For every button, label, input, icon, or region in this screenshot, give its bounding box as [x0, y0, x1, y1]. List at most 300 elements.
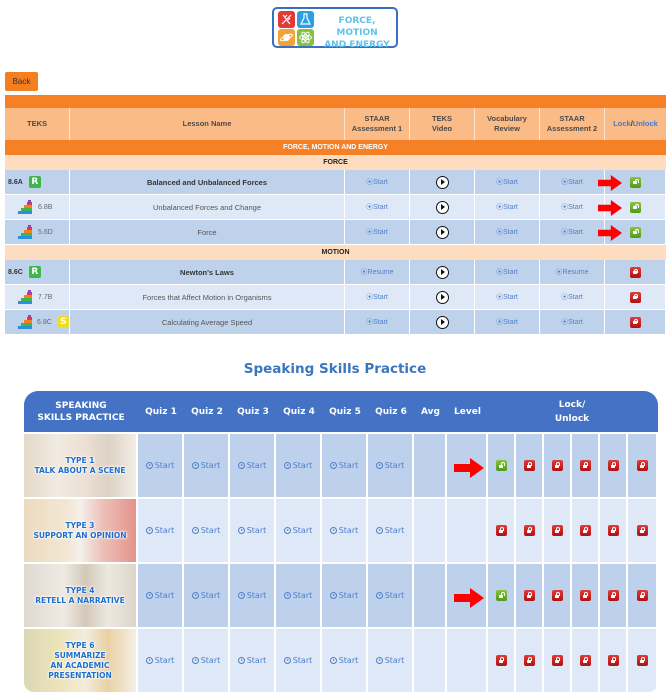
play-circle-icon: ⦿	[496, 229, 504, 236]
teks-cell	[5, 170, 70, 194]
header-text: Video	[431, 124, 453, 133]
start-label: Start	[154, 656, 175, 665]
link-label: Start	[503, 294, 518, 301]
play-circle-icon	[192, 592, 199, 599]
staar-1-start-link[interactable]	[366, 227, 388, 237]
speaking-type-cell[interactable]	[24, 499, 138, 562]
play-circle-icon	[284, 527, 291, 534]
lock-toggle-cell	[572, 499, 600, 562]
table-top-bar	[5, 95, 666, 108]
link-label: Start	[373, 204, 388, 211]
play-circle-icon: ⦿	[496, 294, 504, 301]
lock-toggle-cell	[600, 499, 628, 562]
header-avg: Avg	[421, 406, 440, 417]
quiz-2-start-link[interactable]	[192, 526, 221, 535]
start-label: Start	[154, 461, 175, 470]
play-video-icon[interactable]	[436, 266, 449, 279]
locked-padlock-icon[interactable]	[580, 590, 591, 601]
header-text: Review	[494, 124, 520, 133]
play-circle-icon	[376, 527, 383, 534]
play-circle-icon	[146, 462, 153, 469]
speaking-type-cell[interactable]	[24, 434, 138, 497]
logo-title-line1: FORCE, MOTION	[336, 16, 378, 38]
staar-1-start-link[interactable]	[366, 317, 388, 327]
staar-1-start-link[interactable]	[366, 202, 388, 212]
flask-icon	[297, 11, 314, 28]
badge-s: S	[58, 316, 69, 328]
course-logo	[272, 7, 398, 48]
play-circle-icon	[238, 592, 245, 599]
start-label: Start	[292, 526, 313, 535]
quiz-5-cell	[322, 564, 368, 627]
speaking-type-cell[interactable]	[24, 564, 138, 627]
quiz-4-start-link[interactable]	[284, 526, 313, 535]
quiz-4-cell	[276, 629, 322, 692]
play-circle-icon: ⦿	[496, 269, 504, 276]
staar-2-start-link[interactable]	[561, 202, 583, 212]
level-bars-icon	[18, 200, 32, 214]
level-bar	[28, 225, 31, 228]
locked-padlock-icon[interactable]	[580, 525, 591, 536]
link-label: Start	[373, 179, 388, 186]
link-label: Resume	[367, 269, 394, 276]
quiz-5-start-link[interactable]	[330, 591, 359, 600]
quiz-3-start-link[interactable]	[238, 461, 267, 470]
teks-video-cell	[410, 220, 475, 244]
vocabulary-review-cell	[475, 310, 540, 334]
teks-code: 6.8C	[37, 318, 52, 326]
lock-toggle-cell	[516, 434, 544, 497]
unlock-all-link[interactable]: Unlock	[632, 119, 658, 128]
quiz-1-start-link[interactable]	[146, 526, 175, 535]
locked-padlock-icon[interactable]	[524, 460, 535, 471]
level-cell	[447, 629, 488, 692]
red-arrow-icon	[598, 175, 622, 191]
lesson-row	[5, 260, 666, 285]
level-bars-icon	[18, 315, 31, 329]
start-label: Start	[200, 591, 221, 600]
quiz-1-cell	[138, 629, 184, 692]
play-circle-icon	[146, 527, 153, 534]
lock-toggle-cell	[572, 434, 600, 497]
locked-padlock-icon[interactable]	[496, 525, 507, 536]
play-circle-icon	[284, 657, 291, 664]
start-label: Start	[338, 526, 359, 535]
locked-padlock-icon[interactable]	[637, 525, 648, 536]
lesson-row	[5, 220, 666, 245]
staar-2-start-link[interactable]	[561, 317, 583, 327]
vocabulary-review-cell	[475, 220, 540, 244]
level-bar	[28, 200, 31, 203]
play-circle-icon	[238, 657, 245, 664]
locked-padlock-icon[interactable]	[524, 590, 535, 601]
locked-padlock-icon[interactable]	[608, 655, 619, 666]
vocabulary-review-cell	[475, 260, 540, 284]
play-circle-icon	[238, 462, 245, 469]
teks-video-cell	[410, 285, 475, 309]
play-circle-icon	[146, 657, 153, 664]
lesson-row	[5, 195, 666, 220]
level-bar	[18, 236, 32, 239]
lock-toggle-cell	[572, 629, 600, 692]
start-label: Start	[246, 656, 267, 665]
staar-2-start-link[interactable]	[561, 227, 583, 237]
header-text: Vocabulary	[487, 114, 527, 123]
start-label: Start	[200, 526, 221, 535]
play-circle-icon: ⦿	[360, 269, 368, 276]
teks-cell	[5, 285, 70, 309]
locked-padlock-icon[interactable]	[608, 460, 619, 471]
play-circle-icon: ⦿	[366, 294, 374, 301]
lock-toggle-cell	[544, 629, 572, 692]
staar-2-start-link[interactable]	[561, 177, 583, 187]
header-staar-assessment-2	[540, 108, 605, 140]
unlocked-padlock-icon[interactable]	[496, 460, 507, 471]
quiz-3-cell	[230, 434, 276, 497]
quiz-6-cell	[368, 564, 414, 627]
quiz-2-cell	[184, 499, 230, 562]
play-video-icon[interactable]	[436, 291, 449, 304]
start-label: Start	[200, 656, 221, 665]
header-text: TEKS	[431, 114, 452, 123]
level-bar	[21, 298, 32, 301]
locked-padlock-icon[interactable]	[630, 292, 641, 303]
quiz-1-start-link[interactable]	[146, 461, 175, 470]
play-circle-icon	[330, 592, 337, 599]
lock-toggle-cell	[600, 629, 628, 692]
start-label: Start	[384, 461, 405, 470]
quiz-6-start-link[interactable]	[376, 461, 405, 470]
speaking-type-label	[35, 586, 124, 606]
level-bar	[21, 208, 32, 211]
quiz-1-start-link[interactable]	[146, 656, 175, 665]
play-circle-icon: ⦿	[561, 204, 569, 211]
lesson-name[interactable]: Force	[70, 220, 345, 244]
quiz-4-start-link[interactable]	[284, 656, 313, 665]
header-text: Assessment 1	[351, 124, 403, 133]
link-label: Start	[503, 179, 518, 186]
quiz-5-cell	[322, 629, 368, 692]
avg-cell	[414, 629, 447, 692]
play-circle-icon: ⦿	[561, 319, 569, 326]
quiz-2-start-link[interactable]	[192, 591, 221, 600]
play-circle-icon: ⦿	[555, 269, 563, 276]
quiz-2-cell	[184, 564, 230, 627]
lock-toggle-cell	[600, 434, 628, 497]
lock-cell	[605, 170, 666, 194]
level-bar	[28, 290, 31, 293]
start-label: Start	[246, 461, 267, 470]
type-number: TYPE 1	[65, 455, 95, 465]
quiz-2-start-link[interactable]	[192, 656, 221, 665]
staar-1-start-link[interactable]	[366, 177, 388, 187]
level-cell	[447, 499, 488, 562]
vocab-start-link[interactable]	[496, 267, 518, 277]
start-label: Start	[292, 656, 313, 665]
vocab-start-link[interactable]	[496, 202, 518, 212]
link-label: Start	[568, 229, 583, 236]
header-lock-unlock	[605, 108, 666, 140]
lesson-table-body	[5, 155, 666, 335]
type-number: TYPE 6	[65, 640, 95, 650]
avg-cell	[414, 499, 447, 562]
lock-toggle-cell	[488, 629, 516, 692]
quiz-1-cell	[138, 434, 184, 497]
link-label: Start	[503, 319, 518, 326]
teks-code: 7.7B	[38, 293, 53, 301]
lesson-name[interactable]: Calculating Average Speed	[70, 310, 345, 334]
speaking-table-header	[24, 391, 658, 432]
play-video-icon[interactable]	[436, 201, 449, 214]
quiz-1-cell	[138, 564, 184, 627]
speaking-section-title: Speaking Skills Practice	[243, 361, 427, 377]
play-circle-icon	[376, 657, 383, 664]
play-circle-icon: ⦿	[496, 179, 504, 186]
header-quiz-6: Quiz 6	[375, 406, 407, 417]
lock-cell	[605, 260, 666, 284]
teks-video-cell	[410, 310, 475, 334]
start-label: Start	[246, 526, 267, 535]
lesson-name[interactable]: Forces that Affect Motion in Organisms	[70, 285, 345, 309]
staar-assessment-2-cell	[540, 220, 605, 244]
quiz-6-start-link[interactable]	[376, 591, 405, 600]
level-bar	[18, 301, 32, 304]
staar-assessment-2-cell	[540, 285, 605, 309]
play-circle-icon	[376, 462, 383, 469]
level-bar	[21, 233, 32, 236]
quiz-1-start-link[interactable]	[146, 591, 175, 600]
teks-cell	[5, 260, 70, 284]
red-arrow-icon	[598, 200, 622, 216]
locked-padlock-icon[interactable]	[608, 525, 619, 536]
speaking-type-label	[33, 521, 126, 541]
locked-padlock-icon[interactable]	[580, 655, 591, 666]
level-bar	[24, 230, 32, 233]
staar-2-start-link[interactable]	[561, 292, 583, 302]
quiz-3-start-link[interactable]	[238, 656, 267, 665]
vocab-start-link[interactable]	[496, 317, 518, 327]
play-circle-icon: ⦿	[496, 204, 504, 211]
staar-assessment-2-cell	[540, 310, 605, 334]
level-bars-icon	[18, 290, 32, 304]
quiz-3-start-link[interactable]	[238, 591, 267, 600]
play-circle-icon	[192, 462, 199, 469]
play-circle-icon	[192, 657, 199, 664]
type-name-line: RETELL A NARRATIVE	[35, 595, 125, 605]
lesson-row	[5, 285, 666, 310]
quiz-6-cell	[368, 629, 414, 692]
staar-assessment-1-cell	[345, 170, 410, 194]
section-header-force: FORCE	[5, 155, 666, 170]
lock-toggle-cell	[488, 434, 516, 497]
play-circle-icon: ⦿	[561, 294, 569, 301]
play-circle-icon	[192, 527, 199, 534]
header-text: Unlock	[554, 413, 590, 424]
quiz-5-start-link[interactable]	[330, 526, 359, 535]
teks-video-cell	[410, 170, 475, 194]
link-label: Start	[373, 319, 388, 326]
lock-toggle-cell	[628, 564, 656, 627]
staar-assessment-1-cell	[345, 310, 410, 334]
red-arrow-icon	[454, 458, 484, 478]
play-circle-icon	[330, 462, 337, 469]
speaking-table	[24, 391, 658, 692]
quiz-4-cell	[276, 564, 322, 627]
header-level: Level	[454, 406, 481, 417]
section-header-motion: MOTION	[5, 245, 666, 260]
locked-padlock-icon[interactable]	[496, 655, 507, 666]
vocabulary-review-cell	[475, 195, 540, 219]
speaking-table-body	[24, 432, 658, 692]
logo-title	[318, 15, 396, 51]
quiz-2-start-link[interactable]	[192, 461, 221, 470]
quiz-6-start-link[interactable]	[376, 656, 405, 665]
level-bars-icon	[18, 225, 32, 239]
play-circle-icon: ⦿	[366, 179, 374, 186]
back-button[interactable]: Back	[5, 72, 38, 91]
staar-assessment-1-cell	[345, 220, 410, 244]
lock-cell	[605, 285, 666, 309]
level-bar	[24, 295, 32, 298]
locked-padlock-icon[interactable]	[637, 655, 648, 666]
link-label: Start	[568, 179, 583, 186]
unlocked-padlock-icon[interactable]	[630, 177, 641, 188]
lock-toggle-cell	[516, 564, 544, 627]
vocab-start-link[interactable]	[496, 292, 518, 302]
start-label: Start	[338, 591, 359, 600]
locked-padlock-icon[interactable]	[552, 590, 563, 601]
start-label: Start	[200, 461, 221, 470]
quiz-6-start-link[interactable]	[376, 526, 405, 535]
quiz-5-cell	[322, 434, 368, 497]
header-text: STAAR	[364, 114, 390, 123]
quiz-5-start-link[interactable]	[330, 461, 359, 470]
link-label: Start	[568, 294, 583, 301]
type-name-line: TALK ABOUT A SCENE	[34, 465, 126, 475]
lock-cell	[605, 310, 666, 334]
quiz-4-start-link[interactable]	[284, 461, 313, 470]
speaking-type-label	[48, 641, 112, 681]
teks-code: 8.6C	[8, 268, 23, 276]
level-cell	[447, 564, 488, 627]
unlocked-padlock-icon[interactable]	[630, 227, 641, 238]
teks-cell	[5, 310, 70, 334]
vocab-start-link[interactable]	[496, 177, 518, 187]
header-quiz-3: Quiz 3	[237, 406, 269, 417]
play-circle-icon: ⦿	[366, 204, 374, 211]
link-label: Start	[568, 319, 583, 326]
lock-toggle-cell	[544, 434, 572, 497]
locked-padlock-icon[interactable]	[552, 655, 563, 666]
type-name-line: SUMMARIZE	[54, 650, 106, 660]
play-video-icon[interactable]	[436, 316, 449, 329]
locked-padlock-icon[interactable]	[580, 460, 591, 471]
unlocked-padlock-icon[interactable]	[496, 590, 507, 601]
play-video-icon[interactable]	[436, 226, 449, 239]
staar-2-resume-link[interactable]	[555, 267, 588, 277]
locked-padlock-icon[interactable]	[630, 267, 641, 278]
play-circle-icon	[376, 592, 383, 599]
lock-toggle-cell	[544, 564, 572, 627]
start-label: Start	[384, 591, 405, 600]
link-label: Resume	[562, 269, 589, 276]
staar-assessment-2-cell	[540, 260, 605, 284]
teks-video-cell	[410, 195, 475, 219]
quiz-4-start-link[interactable]	[284, 591, 313, 600]
play-circle-icon	[284, 592, 291, 599]
quiz-3-cell	[230, 564, 276, 627]
dna-icon	[278, 11, 295, 28]
quiz-3-cell	[230, 629, 276, 692]
start-label: Start	[154, 591, 175, 600]
locked-padlock-icon[interactable]	[552, 460, 563, 471]
locked-padlock-icon[interactable]	[630, 317, 641, 328]
lock-all-link[interactable]: Lock	[613, 119, 631, 128]
header-text: SPEAKING	[55, 400, 107, 411]
speaking-type-cell[interactable]	[24, 629, 138, 692]
teks-code: 6.8B	[38, 203, 53, 211]
category-bar: FORCE, MOTION AND ENERGY	[5, 140, 666, 155]
locked-padlock-icon[interactable]	[524, 655, 535, 666]
planet-icon	[278, 29, 295, 46]
lesson-row	[5, 310, 666, 335]
lock-toggle-cell	[628, 629, 656, 692]
level-cell	[447, 434, 488, 497]
lock-toggle-cell	[544, 499, 572, 562]
level-bar	[24, 205, 32, 208]
locked-padlock-icon[interactable]	[637, 460, 648, 471]
quiz-4-cell	[276, 499, 322, 562]
header-text: Assessment 2	[546, 124, 598, 133]
play-circle-icon: ⦿	[561, 229, 569, 236]
vocab-start-link[interactable]	[496, 227, 518, 237]
level-bar	[24, 320, 32, 323]
teks-code: 5.6D	[38, 228, 53, 236]
atom-icon	[297, 29, 314, 46]
lock-cell	[605, 195, 666, 219]
level-bar	[18, 211, 32, 214]
unlocked-padlock-icon[interactable]	[630, 202, 641, 213]
quiz-3-cell	[230, 499, 276, 562]
locked-padlock-icon[interactable]	[608, 590, 619, 601]
locked-padlock-icon[interactable]	[637, 590, 648, 601]
speaking-row	[24, 432, 658, 497]
staar-1-start-link[interactable]	[366, 292, 388, 302]
header-speaking-skills-practice	[24, 391, 138, 432]
badge-r: R	[29, 266, 41, 278]
teks-video-cell	[410, 260, 475, 284]
quiz-3-start-link[interactable]	[238, 526, 267, 535]
quiz-5-start-link[interactable]	[330, 656, 359, 665]
lock-toggle-cell	[600, 564, 628, 627]
start-label: Start	[384, 656, 405, 665]
lesson-name[interactable]: Balanced and Unbalanced Forces	[70, 170, 345, 194]
type-name-line: AN ACADEMIC	[50, 660, 110, 670]
lesson-name[interactable]: Unbalanced Forces and Change	[70, 195, 345, 219]
play-video-icon[interactable]	[436, 176, 449, 189]
locked-padlock-icon[interactable]	[524, 525, 535, 536]
start-label: Start	[292, 461, 313, 470]
play-circle-icon	[238, 527, 245, 534]
staar-1-resume-link[interactable]	[360, 267, 393, 277]
red-arrow-icon	[454, 588, 484, 608]
type-number: TYPE 4	[65, 585, 95, 595]
lesson-row	[5, 170, 666, 195]
lesson-table-header	[5, 108, 666, 140]
header-text: SKILLS PRACTICE	[37, 412, 125, 423]
locked-padlock-icon[interactable]	[552, 525, 563, 536]
lesson-name[interactable]: Newton's Laws	[70, 260, 345, 284]
